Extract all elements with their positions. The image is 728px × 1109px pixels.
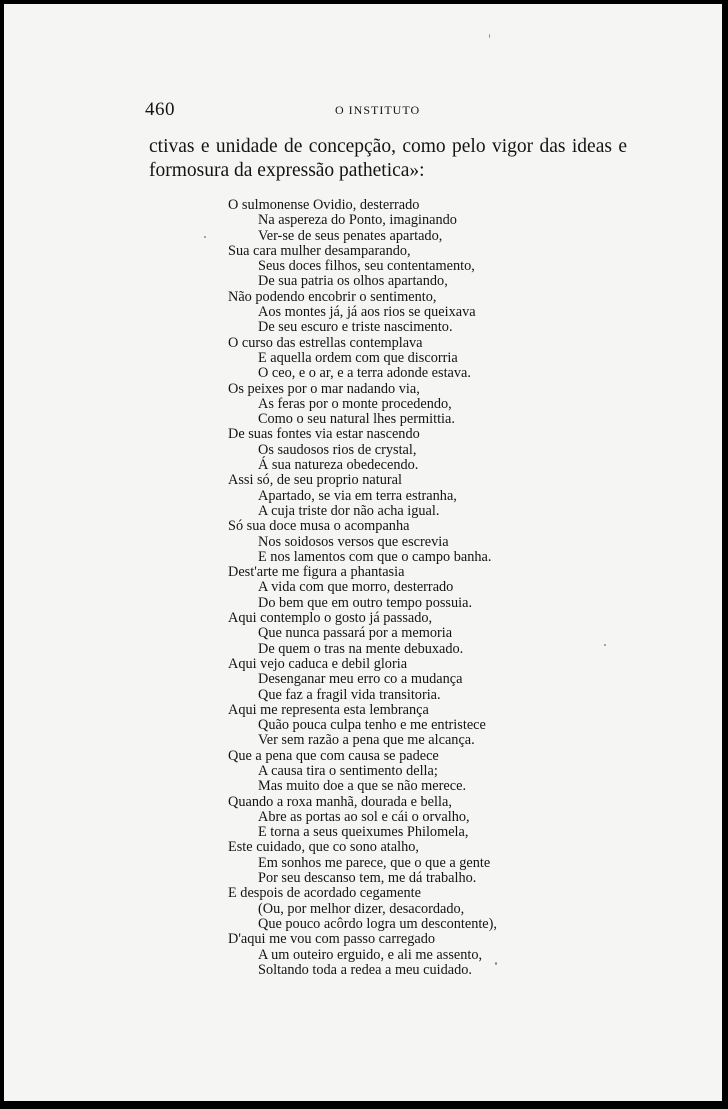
poem-line: Quão pouca culpa tenho e me entristece	[258, 717, 486, 734]
poem-line: Na aspereza do Ponto, imaginando	[258, 212, 457, 229]
poem-line: Ver sem razão a pena que me alcança.	[258, 732, 475, 749]
poem-line: As feras por o monte procedendo,	[258, 395, 452, 412]
poem-line: Mas muito doe a que se não merece.	[258, 778, 467, 795]
page-number: 460	[145, 99, 175, 120]
poem-line: Á sua natureza obedecendo.	[258, 457, 419, 474]
poem-line: Os saudosos rios de crystal,	[258, 441, 417, 458]
poem-line: Desenganar meu erro co a mudança	[258, 671, 463, 688]
poem-line: Que a pena que com causa se padece	[228, 747, 439, 764]
poem-line: Ver-se de seus penates apartado,	[258, 227, 443, 244]
poem-line: Que nunca passará por a memoria	[258, 625, 453, 642]
poem-line: Seus doces filhos, seu contentamento,	[258, 258, 475, 275]
intro-line: formosura da expressão pathetica»:	[149, 160, 425, 181]
poem-line: (Ou, por melhor dizer, desacordado,	[258, 900, 465, 917]
poem-line: Que pouco acôrdo logra um descontente),	[258, 915, 497, 932]
poem-line: A um outeiro erguido, e ali me assento,	[258, 946, 483, 963]
intro-line: ctivas e unidade de concepção, como pelo vigor das ideas e	[149, 136, 627, 157]
poem-line: Por seu descanso tem, me dá trabalho.	[258, 870, 477, 887]
intro-paragraph	[149, 135, 627, 183]
print-speck	[495, 962, 497, 965]
print-speck	[204, 236, 206, 238]
poem-line: Quando a roxa manhã, dourada e bella,	[228, 793, 452, 810]
poem-line: A vida com que morro, desterrado	[258, 579, 454, 596]
poem-line: A cuja triste dor não acha igual.	[258, 502, 440, 519]
poem-line: Aqui contemplo o gosto já passado,	[228, 610, 433, 627]
poem-line: E nos lamentos com que o campo banha.	[258, 548, 492, 565]
poem-line: O curso das estrellas contemplava	[228, 334, 423, 351]
poem-line: Dest'arte me figura a phantasia	[228, 564, 405, 581]
poem-line: Do bem que em outro tempo possuia.	[258, 594, 473, 611]
poem-line: Os peixes por o mar nadando via,	[228, 380, 420, 397]
poem-line: O sulmonense Ovidio, desterrado	[228, 197, 420, 213]
poem	[228, 198, 648, 978]
poem-line: Nos soidosos versos que escrevia	[258, 533, 449, 550]
poem-line: De seu escuro e triste nascimento.	[258, 319, 453, 336]
poem-line: Assi só, de seu proprio natural	[228, 472, 402, 489]
poem-line: O ceo, e o ar, e a terra adonde estava.	[258, 365, 471, 382]
book-page	[4, 4, 722, 1101]
poem-line: De quem o tras na mente debuxado.	[258, 640, 464, 657]
poem-line: Aos montes já, já aos rios se queixava	[258, 304, 476, 321]
print-speck	[489, 34, 490, 38]
poem-line: E torna a seus queixumes Philomela,	[258, 824, 469, 841]
poem-line: Como o seu natural lhes permittia.	[258, 411, 455, 428]
poem-line: De suas fontes via estar nascendo	[228, 426, 420, 443]
poem-line: Soltando toda a redea a meu cuidado.	[258, 961, 472, 978]
poem-line: Aqui vejo caduca e debil gloria	[228, 655, 408, 672]
poem-line: Este cuidado, que co sono atalho,	[228, 839, 419, 856]
poem-line: Que faz a fragil vida transitoria.	[258, 686, 441, 703]
poem-line: Aqui me representa esta lembrança	[228, 701, 429, 718]
poem-line: E despois de acordado cegamente	[228, 885, 421, 902]
poem-line: A causa tira o sentimento della;	[258, 762, 438, 779]
poem-line: Apartado, se via em terra estranha,	[258, 487, 457, 504]
poem-line: Abre as portas ao sol e cái o orvalho,	[258, 808, 470, 825]
poem-line: Em sonhos me parece, que o que a gente	[258, 854, 491, 871]
print-speck	[604, 644, 606, 646]
poem-line: Só sua doce musa o acompanha	[228, 518, 410, 535]
poem-line: Sua cara mulher desamparando,	[228, 242, 411, 259]
poem-line: De sua patria os olhos apartando,	[258, 273, 448, 290]
page-header	[145, 99, 621, 123]
poem-line: Não podendo encobrir o sentimento,	[228, 288, 437, 305]
poem-line: E aquella ordem com que discorria	[258, 349, 458, 366]
running-title: O INSTITUTO	[335, 103, 421, 117]
poem-line: D'aqui me vou com passo carregado	[228, 931, 436, 948]
